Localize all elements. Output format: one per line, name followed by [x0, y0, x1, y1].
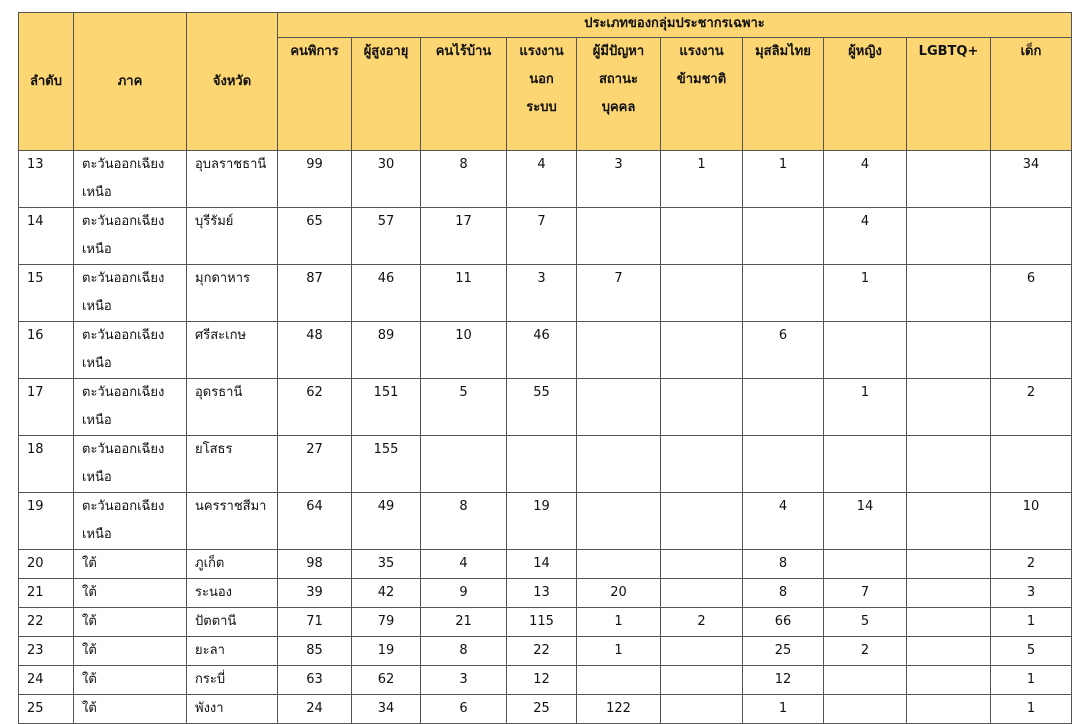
cell-order: 17	[19, 379, 74, 436]
cell-region	[74, 608, 187, 637]
cell-region	[74, 493, 187, 550]
header-column	[743, 38, 824, 151]
cell-value	[824, 666, 907, 695]
cell-value	[661, 579, 743, 608]
cell-order: 13	[19, 151, 74, 208]
cell-region-line: เหนือ	[82, 185, 112, 200]
cell-region	[74, 436, 187, 493]
cell-value: 3	[577, 151, 661, 208]
cell-value: 25	[507, 695, 577, 724]
cell-value	[577, 322, 661, 379]
cell-value: 19	[352, 637, 421, 666]
cell-value	[907, 695, 991, 724]
cell-order: 19	[19, 493, 74, 550]
cell-value: 21	[421, 608, 507, 637]
cell-value: 151	[352, 379, 421, 436]
cell-value	[824, 695, 907, 724]
cell-province: ศรีสะเกษ	[187, 322, 278, 379]
cell-value	[661, 208, 743, 265]
cell-value: 2	[991, 550, 1072, 579]
cell-value	[907, 379, 991, 436]
header-column-line: แรงงาน	[519, 44, 564, 59]
cell-value: 62	[278, 379, 352, 436]
cell-region	[74, 666, 187, 695]
cell-value	[907, 493, 991, 550]
cell-value	[661, 666, 743, 695]
cell-value: 87	[278, 265, 352, 322]
cell-region-line: ใต้	[82, 556, 97, 571]
cell-value: 19	[507, 493, 577, 550]
cell-value: 1	[577, 637, 661, 666]
cell-value: 13	[507, 579, 577, 608]
table-row	[19, 208, 1072, 265]
cell-region-line: เหนือ	[82, 470, 112, 485]
cell-value: 1	[661, 151, 743, 208]
cell-region-line: ตะวันออกเฉียง	[82, 214, 165, 229]
cell-value	[577, 208, 661, 265]
table-row	[19, 637, 1072, 666]
table-row	[19, 265, 1072, 322]
table-row	[19, 550, 1072, 579]
cell-value: 8	[421, 637, 507, 666]
header-column	[421, 38, 507, 151]
cell-value	[907, 550, 991, 579]
cell-value: 46	[507, 322, 577, 379]
cell-value	[743, 208, 824, 265]
cell-region-line: เหนือ	[82, 356, 112, 371]
header-column	[991, 38, 1072, 151]
table-row	[19, 579, 1072, 608]
cell-value	[661, 436, 743, 493]
cell-province: ภูเก็ต	[187, 550, 278, 579]
header-column-line: LGBTQ+	[918, 44, 979, 59]
cell-value: 46	[352, 265, 421, 322]
cell-province: อุดรธานี	[187, 379, 278, 436]
cell-value	[661, 322, 743, 379]
cell-value: 49	[352, 493, 421, 550]
cell-region-line: ใต้	[82, 585, 97, 600]
cell-region-line: ใต้	[82, 701, 97, 716]
cell-province: บุรีรัมย์	[187, 208, 278, 265]
cell-value: 1	[991, 695, 1072, 724]
cell-value	[907, 322, 991, 379]
cell-value: 25	[743, 637, 824, 666]
cell-province: พังงา	[187, 695, 278, 724]
cell-region-line: เหนือ	[82, 242, 112, 257]
cell-region-line: ตะวันออกเฉียง	[82, 157, 165, 172]
cell-value: 12	[743, 666, 824, 695]
cell-value: 14	[507, 550, 577, 579]
cell-value	[661, 265, 743, 322]
cell-value: 2	[824, 637, 907, 666]
table-row	[19, 666, 1072, 695]
cell-value: 1	[743, 695, 824, 724]
header-group-title: ประเภทของกลุ่มประชากรเฉพาะ	[278, 13, 1072, 38]
cell-value: 8	[421, 493, 507, 550]
table-header	[19, 13, 1072, 151]
cell-value	[577, 436, 661, 493]
cell-value: 5	[421, 379, 507, 436]
header-column-line: สถานะ	[599, 72, 638, 87]
table-row	[19, 322, 1072, 379]
cell-value: 39	[278, 579, 352, 608]
cell-value: 7	[577, 265, 661, 322]
header-column-line: ผู้มีปัญหา	[592, 44, 645, 59]
cell-value: 10	[421, 322, 507, 379]
cell-value: 2	[991, 379, 1072, 436]
cell-value: 27	[278, 436, 352, 493]
cell-value	[661, 493, 743, 550]
cell-value: 1	[991, 666, 1072, 695]
header-column-line: ระบบ	[526, 100, 557, 115]
cell-value: 30	[352, 151, 421, 208]
cell-order: 18	[19, 436, 74, 493]
cell-value: 89	[352, 322, 421, 379]
cell-value: 5	[991, 637, 1072, 666]
cell-value: 6	[991, 265, 1072, 322]
table-row	[19, 608, 1072, 637]
header-column-line: เด็ก	[1020, 44, 1042, 59]
cell-value	[743, 379, 824, 436]
cell-value	[743, 265, 824, 322]
header-column	[577, 38, 661, 151]
header-column-line: นอก	[529, 72, 554, 87]
cell-value	[991, 322, 1072, 379]
cell-value: 4	[507, 151, 577, 208]
cell-value: 12	[507, 666, 577, 695]
cell-value: 4	[824, 151, 907, 208]
cell-value	[661, 379, 743, 436]
cell-value: 98	[278, 550, 352, 579]
cell-value: 71	[278, 608, 352, 637]
cell-province: อุบลราชธานี	[187, 151, 278, 208]
cell-value: 65	[278, 208, 352, 265]
cell-value	[661, 637, 743, 666]
cell-value: 8	[743, 579, 824, 608]
cell-value: 55	[507, 379, 577, 436]
cell-order: 21	[19, 579, 74, 608]
cell-order: 23	[19, 637, 74, 666]
cell-region-line: ตะวันออกเฉียง	[82, 385, 165, 400]
cell-value	[907, 151, 991, 208]
header-column-line: คนไร้บ้าน	[435, 44, 492, 59]
cell-value: 7	[824, 579, 907, 608]
header-column-line: คนพิการ	[290, 44, 339, 59]
cell-value: 1	[824, 265, 907, 322]
cell-value: 4	[421, 550, 507, 579]
cell-value: 6	[421, 695, 507, 724]
cell-region	[74, 208, 187, 265]
cell-region	[74, 379, 187, 436]
cell-value: 66	[743, 608, 824, 637]
cell-value: 20	[577, 579, 661, 608]
header-column-line: แรงงาน	[679, 44, 724, 59]
cell-value: 22	[507, 637, 577, 666]
table-row	[19, 695, 1072, 724]
cell-value: 3	[507, 265, 577, 322]
header-column	[507, 38, 577, 151]
cell-value	[661, 695, 743, 724]
header-order: ลำดับ	[19, 13, 74, 151]
cell-value	[743, 436, 824, 493]
header-column-line: ผู้สูงอายุ	[363, 44, 409, 59]
cell-value	[907, 436, 991, 493]
cell-province: ยโสธร	[187, 436, 278, 493]
cell-region-line: ตะวันออกเฉียง	[82, 328, 165, 343]
cell-value: 2	[661, 608, 743, 637]
cell-value: 24	[278, 695, 352, 724]
cell-value	[824, 550, 907, 579]
header-column	[278, 38, 352, 151]
cell-order: 16	[19, 322, 74, 379]
cell-region	[74, 322, 187, 379]
cell-region-line: ตะวันออกเฉียง	[82, 499, 165, 514]
header-column	[661, 38, 743, 151]
header-column-line: มุสลิมไทย	[755, 44, 811, 59]
cell-region	[74, 637, 187, 666]
cell-value	[661, 550, 743, 579]
cell-region	[74, 695, 187, 724]
cell-value: 6	[743, 322, 824, 379]
cell-value: 8	[743, 550, 824, 579]
cell-order: 22	[19, 608, 74, 637]
cell-value: 9	[421, 579, 507, 608]
cell-value: 7	[507, 208, 577, 265]
header-region: ภาค	[74, 13, 187, 151]
cell-value: 34	[352, 695, 421, 724]
cell-value	[507, 436, 577, 493]
header-column-line: ผู้หญิง	[848, 44, 882, 59]
cell-value: 10	[991, 493, 1072, 550]
cell-value	[577, 379, 661, 436]
cell-region-line: ใต้	[82, 614, 97, 629]
header-column	[907, 38, 991, 151]
cell-value: 1	[991, 608, 1072, 637]
cell-value	[991, 208, 1072, 265]
cell-province: กระบี่	[187, 666, 278, 695]
cell-province: มุกดาหาร	[187, 265, 278, 322]
cell-value	[907, 208, 991, 265]
cell-province: ปัตตานี	[187, 608, 278, 637]
cell-value: 1	[824, 379, 907, 436]
cell-value	[577, 493, 661, 550]
cell-region	[74, 151, 187, 208]
table-row	[19, 436, 1072, 493]
cell-value	[824, 436, 907, 493]
cell-value: 42	[352, 579, 421, 608]
table-row	[19, 493, 1072, 550]
cell-value: 11	[421, 265, 507, 322]
cell-province: ระนอง	[187, 579, 278, 608]
cell-region	[74, 265, 187, 322]
cell-value	[577, 550, 661, 579]
header-column	[824, 38, 907, 151]
cell-value: 34	[991, 151, 1072, 208]
cell-value: 3	[421, 666, 507, 695]
cell-value: 48	[278, 322, 352, 379]
cell-value	[991, 436, 1072, 493]
cell-value: 79	[352, 608, 421, 637]
cell-value: 62	[352, 666, 421, 695]
cell-value: 85	[278, 637, 352, 666]
cell-region	[74, 550, 187, 579]
cell-value: 17	[421, 208, 507, 265]
header-column	[352, 38, 421, 151]
cell-value: 4	[824, 208, 907, 265]
cell-value: 155	[352, 436, 421, 493]
cell-value: 63	[278, 666, 352, 695]
cell-region-line: ใต้	[82, 643, 97, 658]
cell-value: 35	[352, 550, 421, 579]
header-province: จังหวัด	[187, 13, 278, 151]
cell-value: 8	[421, 151, 507, 208]
cell-value	[577, 666, 661, 695]
cell-region-line: เหนือ	[82, 413, 112, 428]
cell-region-line: ใต้	[82, 672, 97, 687]
cell-order: 20	[19, 550, 74, 579]
cell-value: 115	[507, 608, 577, 637]
cell-region	[74, 579, 187, 608]
table-body	[19, 151, 1072, 724]
cell-region-line: ตะวันออกเฉียง	[82, 271, 165, 286]
cell-value: 1	[577, 608, 661, 637]
header-column-line: ข้ามชาติ	[676, 72, 727, 87]
header-column-line: บุคคล	[601, 100, 636, 115]
cell-value	[907, 265, 991, 322]
cell-value	[907, 579, 991, 608]
cell-value	[907, 608, 991, 637]
cell-value: 122	[577, 695, 661, 724]
cell-value: 99	[278, 151, 352, 208]
cell-value: 4	[743, 493, 824, 550]
cell-order: 14	[19, 208, 74, 265]
cell-province: นครราชสีมา	[187, 493, 278, 550]
population-groups-table	[18, 12, 1072, 724]
cell-order: 25	[19, 695, 74, 724]
cell-region-line: ตะวันออกเฉียง	[82, 442, 165, 457]
cell-order: 24	[19, 666, 74, 695]
cell-value: 5	[824, 608, 907, 637]
cell-order: 15	[19, 265, 74, 322]
cell-province: ยะลา	[187, 637, 278, 666]
cell-region-line: เหนือ	[82, 527, 112, 542]
table-row	[19, 151, 1072, 208]
cell-value	[824, 322, 907, 379]
cell-value	[907, 666, 991, 695]
table-row	[19, 379, 1072, 436]
cell-value: 1	[743, 151, 824, 208]
cell-value	[907, 637, 991, 666]
cell-region-line: เหนือ	[82, 299, 112, 314]
cell-value: 64	[278, 493, 352, 550]
cell-value: 14	[824, 493, 907, 550]
cell-value	[421, 436, 507, 493]
cell-value: 57	[352, 208, 421, 265]
cell-value: 3	[991, 579, 1072, 608]
